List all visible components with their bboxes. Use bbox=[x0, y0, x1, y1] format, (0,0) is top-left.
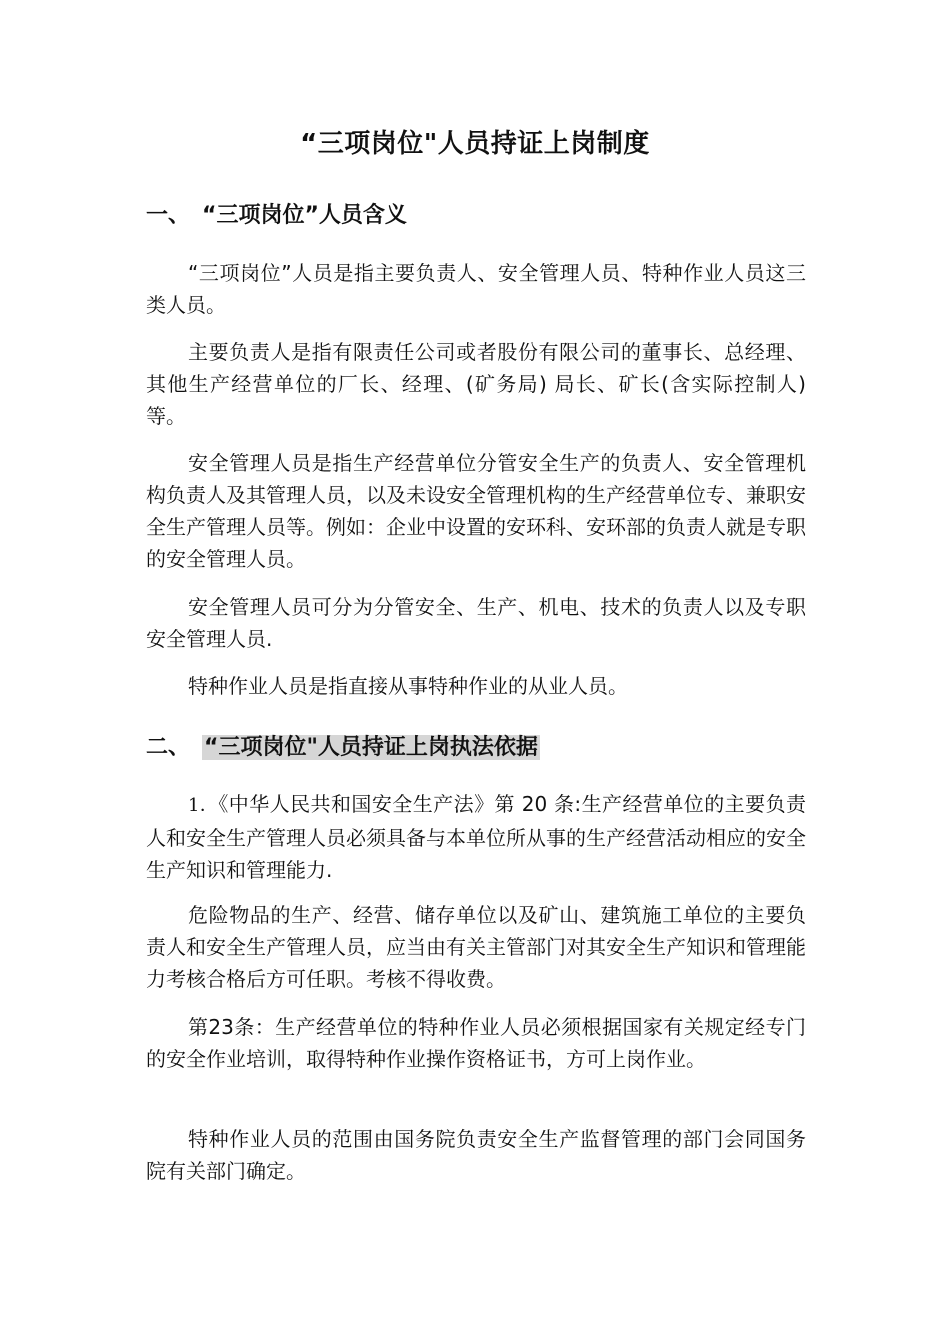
law-article-23-paragraph: 第23条：生产经营单位的特种作业人员必须根据国家有关规定经专门的安全作业培训，取得特种作业操作资格证书，方可上岗作业。 bbox=[146, 1015, 806, 1071]
section-1-paragraph: “三项岗位”人员是指主要负责人、安全管理人员、特种作业人员这三类人员。 bbox=[146, 261, 806, 317]
section-2-paragraph: 特种作业人员的范围由国务院负责安全生产监督管理的部门会同国务院有关部门确定。 bbox=[146, 1127, 806, 1183]
section-1-paragraph: 特种作业人员是指直接从事特种作业的从业人员。 bbox=[188, 674, 628, 698]
section-2-paragraph: 危险物品的生产、经营、储存单位以及矿山、建筑施工单位的主要负责人和安全生产管理人员，应当由有关主管部门对其安全生产知识和管理能力考核合格后方可任职。考核不得收费。 bbox=[146, 903, 806, 991]
section-1-number: 一、 bbox=[146, 203, 191, 228]
section-1-heading bbox=[146, 199, 407, 233]
section-1-paragraph: 安全管理人员可分为分管安全、生产、机电、技术的负责人以及专职安全管理人员. bbox=[146, 595, 806, 651]
document-title: “三项岗位"人员持证上岗制度 bbox=[300, 129, 650, 159]
section-2-heading bbox=[146, 731, 540, 765]
section-2-number: 二、 bbox=[146, 735, 191, 760]
section-1-title: “三项岗位”人员含义 bbox=[202, 203, 407, 228]
section-1-paragraph: 安全管理人员是指生产经营单位分管安全生产的负责人、安全管理机构负责人及其管理人员，以及未设安全管理机构的生产经营单位专、兼职安全生产管理人员等。例如：企业中设置的安环科、安环部的负责人就是专职的安全管理人员。 bbox=[146, 451, 806, 571]
law-article-20-text: 《中华人民共和国安全生产法》第 20 条:生产经营单位的主要负责人和安全生产管理人员必须具备与本单位所从事的生产经营活动相应的安全生产知识和管理能力. bbox=[146, 792, 807, 882]
list-number: 1． bbox=[188, 795, 219, 816]
law-article-20-paragraph bbox=[146, 788, 806, 886]
section-1-paragraph: 主要负责人是指有限责任公司或者股份有限公司的董事长、总经理、其他生产经营单位的厂长、经理、(矿务局) 局长、矿长(含实际控制人) 等。 bbox=[146, 340, 806, 428]
section-2-title: “三项岗位"人员持证上岗执法依据 bbox=[204, 735, 538, 760]
